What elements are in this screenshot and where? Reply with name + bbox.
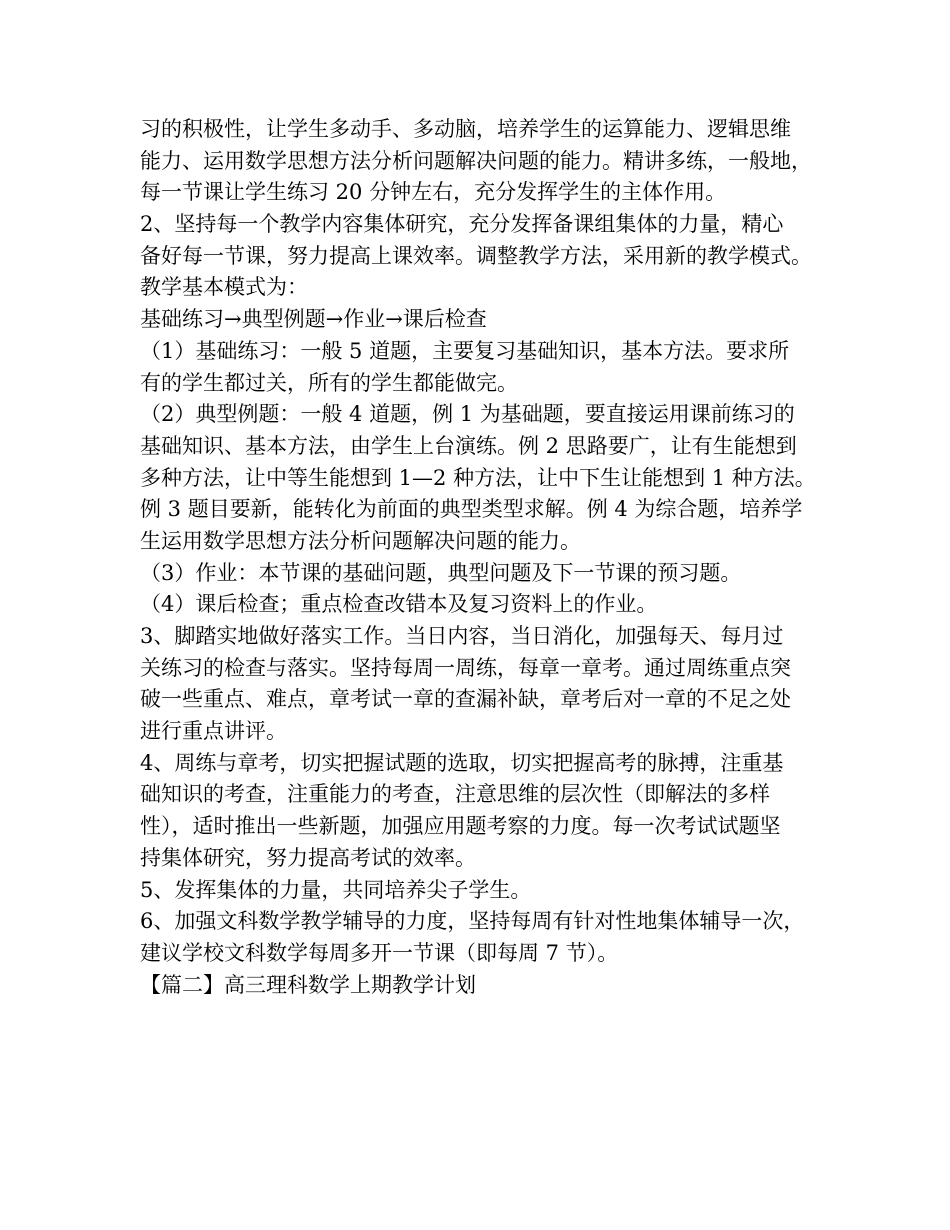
text-line: 多种方法，让中等生能想到 1—2 种方法，让中下生让能想到 1 种方法。 — [140, 465, 816, 490]
text-line: 3、脚踏实地做好落实工作。当日内容，当日消化，加强每天、每月过 — [140, 624, 784, 648]
text-line: 教学基本模式为： — [140, 275, 308, 300]
text-line: 建议学校文科数学每周多开一节课（即每周 7 节）。 — [140, 940, 619, 965]
text-line: 关练习的检查与落实。坚持每周一周练，每章一章考。通过周练重点突 — [140, 655, 791, 680]
text-line: 础知识的考查，注重能力的考查，注意思维的层次性（即解法的多样 — [140, 782, 770, 807]
text-line: （2）典型例题：一般 4 道题，例 1 为基础题，要直接运用课前练习的 — [140, 402, 795, 427]
text-line: 每一节课让学生练习 20 分钟左右，充分发挥学生的主体作用。 — [140, 180, 727, 205]
text-line: 持集体研究，努力提高考试的效率。 — [140, 845, 476, 870]
text-line: 破一些重点、难点，章考试一章的查漏补缺，章考后对一章的不足之处 — [140, 687, 791, 712]
document-page — [140, 114, 820, 1001]
section-heading: 【篇二】高三理科数学上期教学计划 — [140, 972, 476, 997]
text-line: 4、周练与章考，切实把握试题的选取，切实把握高考的脉搏，注重基 — [140, 750, 784, 775]
text-line: （3）作业：本节课的基础问题，典型问题及下一节课的预习题。 — [140, 560, 742, 585]
text-line: 基础练习→典型例题→作业→课后检查 — [140, 307, 487, 332]
text-line: 5、发挥集体的力量，共同培养尖子学生。 — [140, 877, 532, 902]
text-line: 6、加强文科数学教学辅导的力度，坚持每周有针对性地集体辅导一次， — [140, 909, 805, 934]
text-line: （4）课后检查；重点检查改错本及复习资料上的作业。 — [140, 592, 658, 617]
text-line: 习的积极性，让学生多动手、多动脑，培养学生的运算能力、逻辑思维 — [140, 117, 791, 141]
text-line: （1）基础练习：一般 5 道题，主要复习基础知识，基本方法。要求所 — [140, 338, 790, 363]
text-line: 性），适时推出一些新题，加强应用题考察的力度。每一次考试试题坚 — [140, 814, 781, 839]
text-line: 备好每一节课，努力提高上课效率。调整教学方法，采用新的教学模式。 — [140, 243, 812, 268]
text-line: 生运用数学思想方法分析问题解决问题的能力。 — [140, 528, 581, 553]
text-line: 2、坚持每一个教学内容集体研究，充分发挥备课组集体的力量，精心 — [140, 212, 784, 237]
text-line: 例 3 题目要新，能转化为前面的典型类型求解。例 4 为综合题，培养学 — [140, 497, 803, 522]
text-line: 能力、运用数学思想方法分析问题解决问题的能力。精讲多练，一般地， — [140, 148, 812, 173]
text-line: 有的学生都过关，所有的学生都能做完。 — [140, 370, 518, 395]
text-line: 进行重点讲评。 — [140, 719, 287, 744]
text-line: 基础知识、基本方法，由学生上台演练。例 2 思路要广，让有生能想到 — [140, 433, 797, 458]
